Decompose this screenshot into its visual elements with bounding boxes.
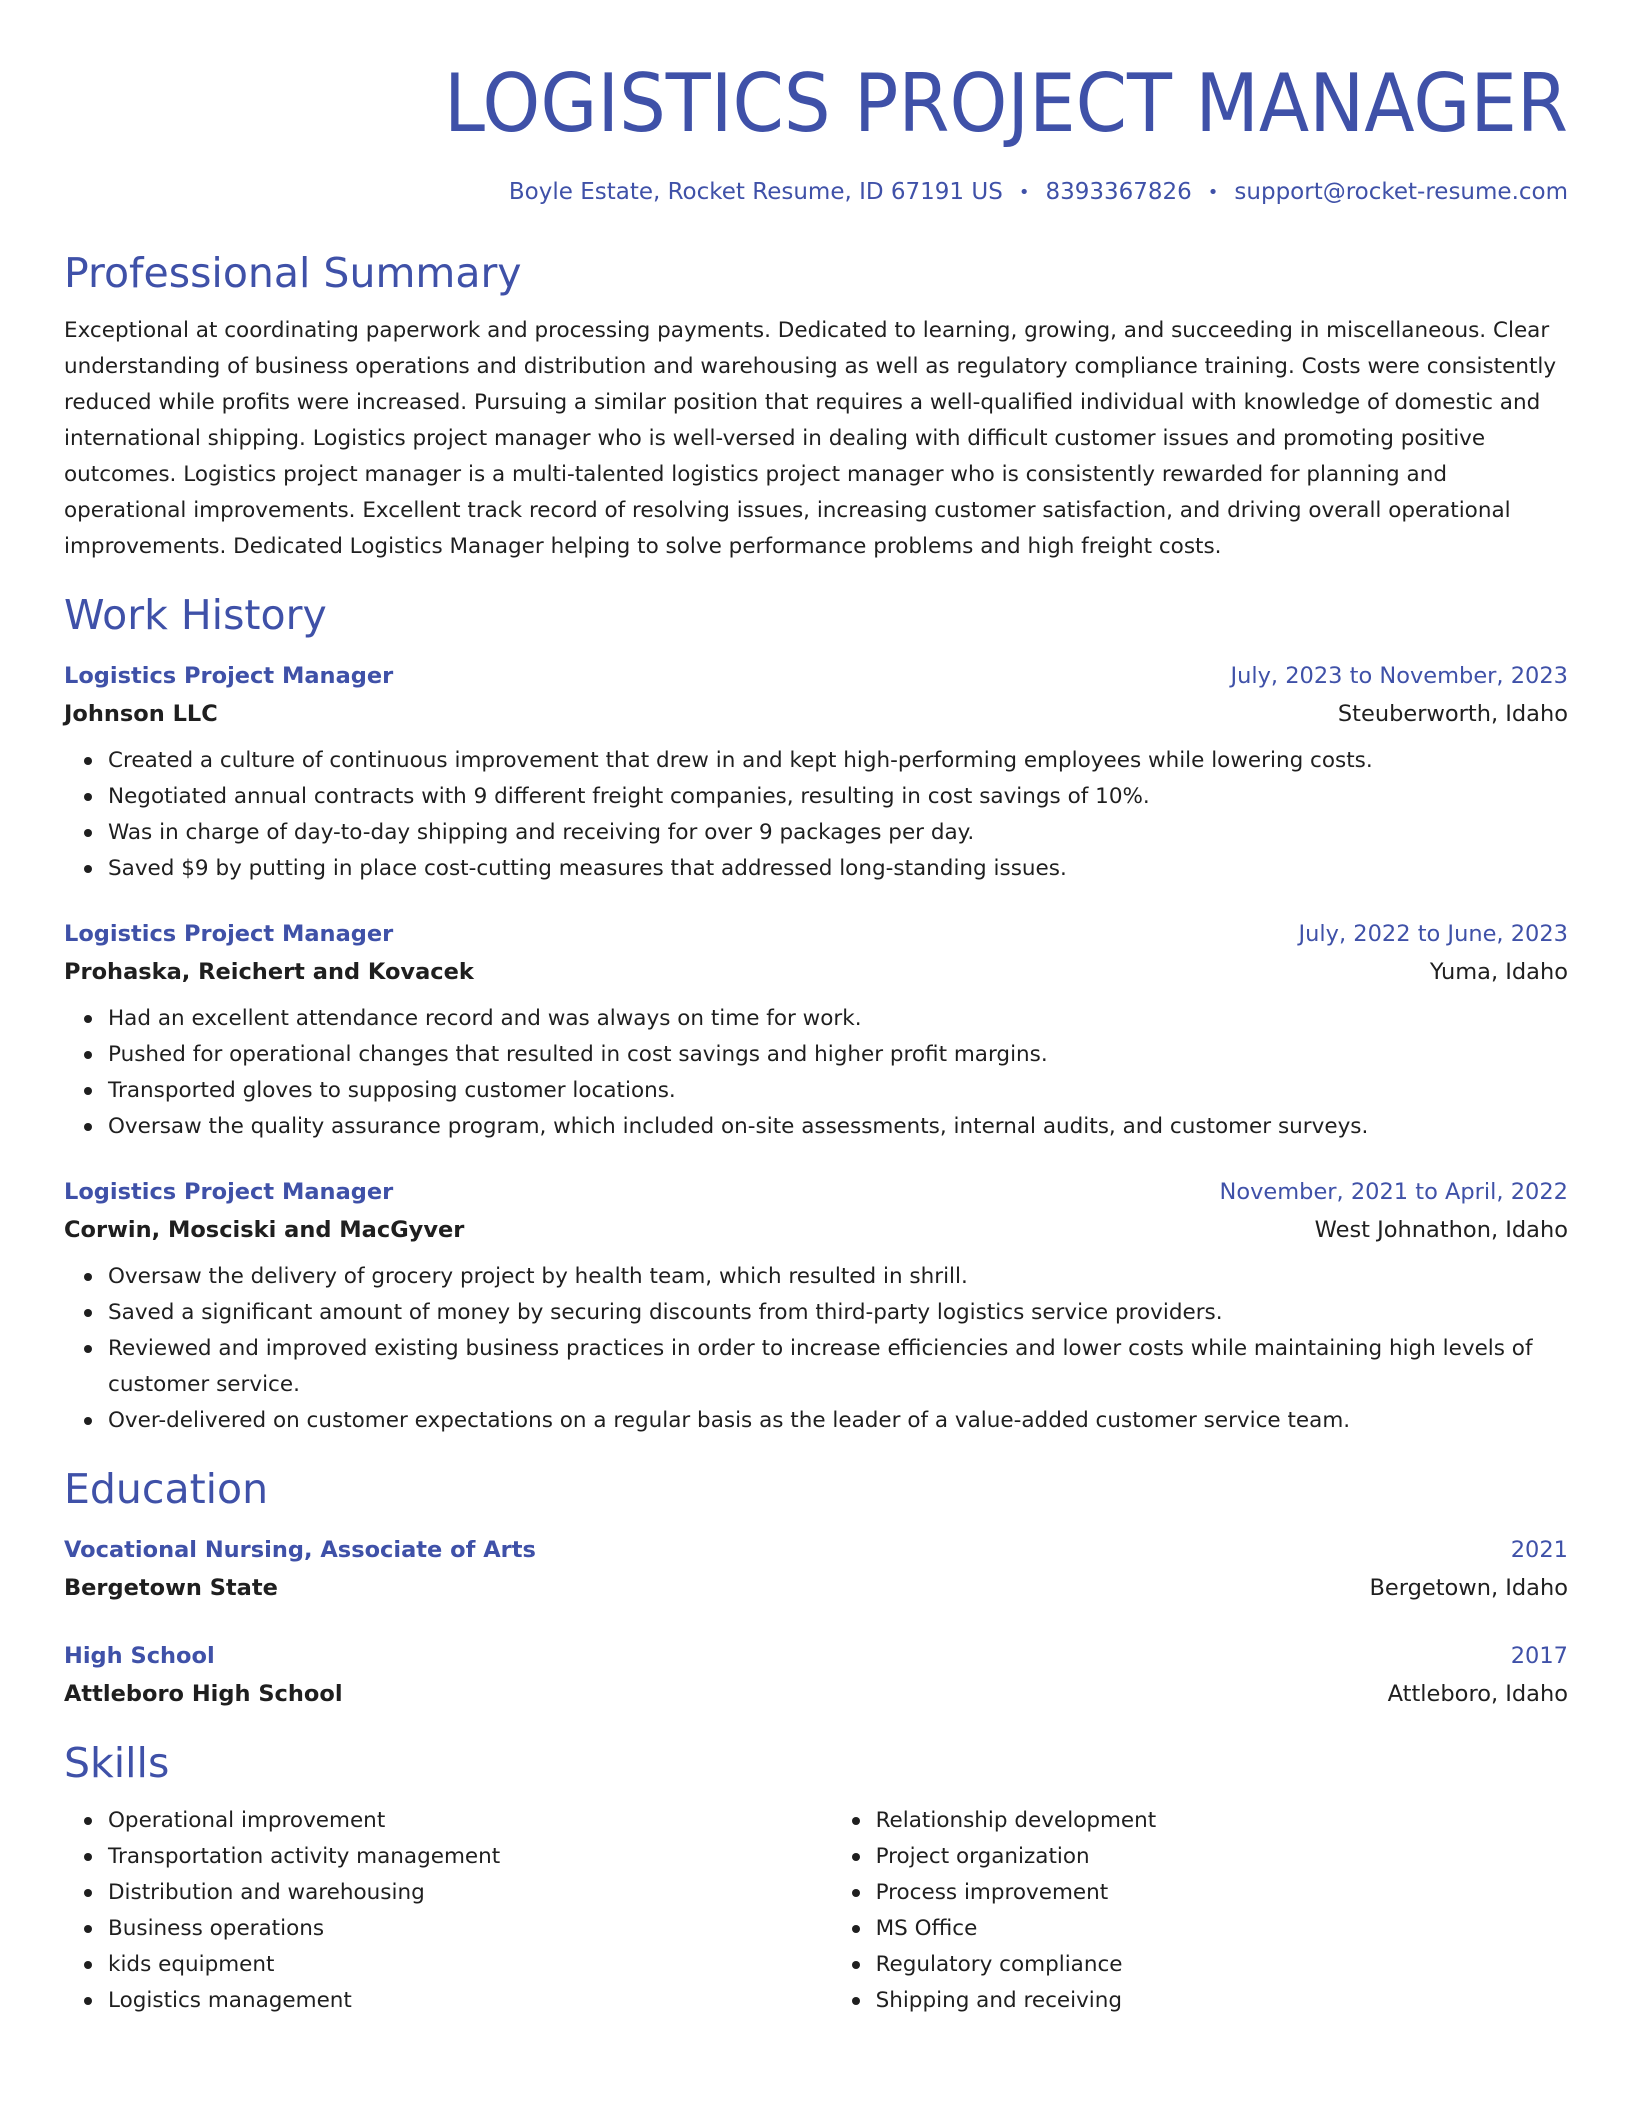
resume-page: [64, 0, 1568, 2019]
job-dates: November, 2021 to April, 2022: [1219, 1178, 1568, 1205]
education-header-row: [64, 1531, 1568, 1569]
job-bullet: Pushed for operational changes that resulted in cost savings and higher profit margins.: [108, 1037, 1568, 1073]
skill-item: Shipping and receiving: [876, 1983, 1568, 2019]
resume-name-heading: LOGISTICS PROJECT MANAGER: [444, 57, 1569, 150]
job-entry: [64, 915, 1568, 1145]
skill-item: Process improvement: [876, 1875, 1568, 1911]
job-role: Logistics Project Manager: [64, 920, 394, 947]
skill-item: Operational improvement: [108, 1803, 832, 1839]
skill-item: MS Office: [876, 1911, 1568, 1947]
education-year: 2021: [1510, 1536, 1568, 1563]
job-company-row: [64, 1211, 1568, 1249]
job-header-row: [64, 1173, 1568, 1211]
education-degree: Vocational Nursing, Associate of Arts: [64, 1536, 536, 1563]
education-degree: High School: [64, 1642, 215, 1669]
education-school-row: [64, 1569, 1568, 1607]
skill-item: kids equipment: [108, 1947, 832, 1983]
education-year: 2017: [1510, 1642, 1568, 1669]
education-entry: [64, 1531, 1568, 1607]
job-bullet-list: [64, 743, 1568, 887]
education-entry: [64, 1637, 1568, 1713]
education-location: Bergetown, Idaho: [1369, 1574, 1568, 1601]
skill-item: Relationship development: [876, 1803, 1568, 1839]
education-location: Attleboro, Idaho: [1387, 1680, 1568, 1707]
work-history-heading: Work History: [64, 590, 327, 639]
job-entry: [64, 657, 1568, 887]
education-school: Bergetown State: [64, 1574, 278, 1601]
job-dates: July, 2022 to June, 2023: [1298, 920, 1568, 947]
skill-item: Distribution and warehousing: [108, 1875, 832, 1911]
job-bullet: Had an excellent attendance record and was always on time for work.: [108, 1001, 1568, 1037]
skill-item: Project organization: [876, 1839, 1568, 1875]
skills-list-right: [832, 1803, 1568, 2019]
contact-phone: 8393367826: [1045, 179, 1192, 205]
skills-heading: Skills: [64, 1738, 170, 1787]
job-location: Yuma, Idaho: [1429, 958, 1568, 985]
job-bullet: Negotiated annual contracts with 9 different freight companies, resulting in cost savings of 10%.: [108, 779, 1568, 815]
job-company-row: [64, 953, 1568, 991]
job-dates: July, 2023 to November, 2023: [1230, 662, 1568, 689]
skill-item: Transportation activity management: [108, 1839, 832, 1875]
job-header-row: [64, 915, 1568, 953]
job-bullet: Oversaw the delivery of grocery project by health team, which resulted in shrill.: [108, 1259, 1568, 1295]
job-entry: [64, 1173, 1568, 1439]
job-location: Steuberworth, Idaho: [1337, 700, 1568, 727]
contact-address: Boyle Estate, Rocket Resume, ID 67191 US: [508, 179, 1003, 205]
job-bullet: Saved $9 by putting in place cost-cutting measures that addressed long-standing issues.: [108, 851, 1568, 887]
skills-columns: [64, 1803, 1568, 2019]
job-company: Prohaska, Reichert and Kovacek: [64, 958, 474, 985]
skill-item: Logistics management: [108, 1983, 832, 2019]
skill-item: Regulatory compliance: [876, 1947, 1568, 1983]
job-company: Corwin, Mosciski and MacGyver: [64, 1216, 465, 1243]
contact-email: support@rocket-resume.com: [1234, 179, 1568, 205]
job-company-row: [64, 695, 1568, 733]
job-header-row: [64, 657, 1568, 695]
job-bullet-list: [64, 1001, 1568, 1145]
summary-heading: Professional Summary: [64, 248, 522, 297]
job-bullet: Transported gloves to supposing customer locations.: [108, 1073, 1568, 1109]
job-bullet: Over-delivered on customer expectations on a regular basis as the leader of a value-added customer service team.: [108, 1403, 1568, 1439]
job-company: Johnson LLC: [64, 700, 218, 727]
job-bullet: Saved a significant amount of money by securing discounts from third-party logistics service providers.: [108, 1295, 1568, 1331]
job-bullet: Was in charge of day-to-day shipping and receiving for over 9 packages per day.: [108, 815, 1568, 851]
contact-line: [64, 174, 1568, 211]
job-role: Logistics Project Manager: [64, 662, 394, 689]
job-role: Logistics Project Manager: [64, 1178, 394, 1205]
skill-item: Business operations: [108, 1911, 832, 1947]
skills-list-left: [64, 1803, 832, 2019]
education-school: Attleboro High School: [64, 1680, 343, 1707]
education-school-row: [64, 1675, 1568, 1713]
job-bullet: Oversaw the quality assurance program, which included on-site assessments, internal audits, and customer surveys.: [108, 1109, 1568, 1145]
job-bullet: Created a culture of continuous improvement that drew in and kept high-performing employees while lowering costs.: [108, 743, 1568, 779]
job-bullet: Reviewed and improved existing business practices in order to increase efficiencies and lower costs while maintaining high levels of customer service.: [108, 1331, 1568, 1403]
contact-separator: •: [1207, 181, 1219, 203]
job-location: West Johnathon, Idaho: [1314, 1216, 1568, 1243]
education-heading: Education: [64, 1464, 269, 1513]
summary-text: Exceptional at coordinating paperwork and processing payments. Dedicated to learning, growing, and succeeding in miscellaneous. Clear understanding of business operations and distribution and warehousing as well as regulatory compliance training. Costs were consistently reduced while profits were increased. Pursuing a similar position that requires a well-qualified individual with knowledge of domestic and international shipping. Logistics project manager who is well-versed in dealing with difficult customer issues and promoting positive outcomes. Logistics project manager is a multi-talented logistics project manager who is consistently rewarded for planning and operational improvements. Excellent track record of resolving issues, increasing customer satisfaction, and driving overall operational improvements. Dedicated Logistics Manager helping to solve performance problems and high freight costs.: [64, 317, 1557, 559]
contact-separator: •: [1018, 181, 1030, 203]
education-header-row: [64, 1637, 1568, 1675]
job-bullet-list: [64, 1259, 1568, 1439]
